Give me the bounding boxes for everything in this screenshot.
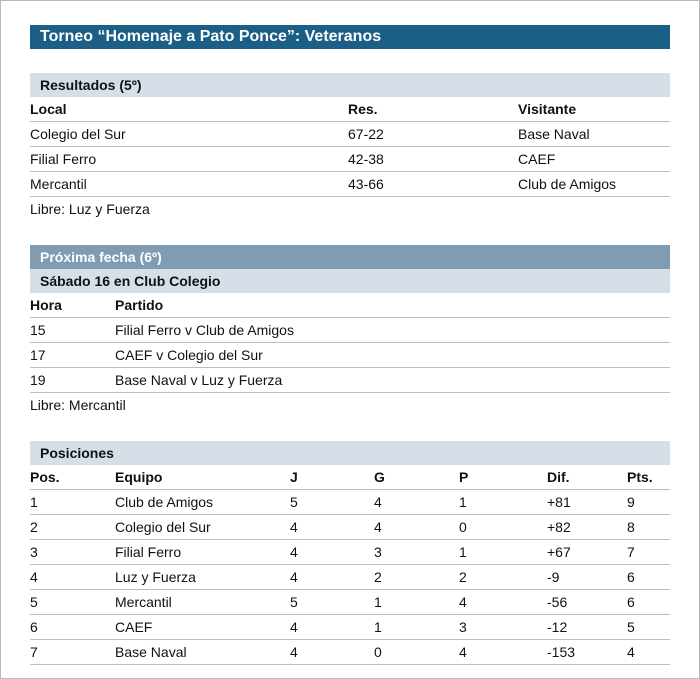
- lost-cell: 4: [459, 644, 467, 660]
- column-header-local: Local: [30, 101, 67, 117]
- table-row: [30, 640, 670, 665]
- time-cell: 19: [30, 372, 46, 388]
- difference-cell: +67: [547, 544, 571, 560]
- column-header-result: Res.: [348, 101, 378, 117]
- difference-cell: -12: [547, 619, 568, 635]
- column-header-played: J: [290, 469, 298, 485]
- column-header-won: G: [374, 469, 385, 485]
- lost-cell: 4: [459, 594, 467, 610]
- team-cell: Club de Amigos: [115, 494, 214, 510]
- home-team-cell: Filial Ferro: [30, 151, 97, 167]
- table-row: [30, 565, 670, 590]
- position-cell: 1: [30, 494, 38, 510]
- score-cell: 67-22: [348, 126, 384, 142]
- away-team-cell: CAEF: [518, 151, 556, 167]
- column-header-position: Pos.: [30, 469, 60, 485]
- spacer: [30, 417, 670, 441]
- table-row: [30, 318, 670, 343]
- won-cell: 1: [374, 619, 382, 635]
- score-cell: 42-38: [348, 151, 384, 167]
- table-row: [30, 515, 670, 540]
- played-cell: 4: [290, 644, 298, 660]
- won-cell: 1: [374, 594, 382, 610]
- home-team-cell: Mercantil: [30, 176, 87, 192]
- table-row: [30, 615, 670, 640]
- team-cell: Mercantil: [115, 594, 172, 610]
- tournament-title: Torneo “Homenaje a Pato Ponce”: Veteranos: [30, 25, 670, 49]
- results-heading: Resultados (5º): [30, 73, 670, 97]
- table-row: [30, 147, 670, 172]
- schedule-table: [30, 293, 670, 393]
- difference-cell: +81: [547, 494, 571, 510]
- won-cell: 0: [374, 644, 382, 660]
- team-cell: Colegio del Sur: [115, 519, 211, 535]
- results-bye-note: Libre: Luz y Fuerza: [30, 201, 150, 217]
- won-cell: 3: [374, 544, 382, 560]
- lost-cell: 3: [459, 619, 467, 635]
- column-header-difference: Dif.: [547, 469, 570, 485]
- time-cell: 17: [30, 347, 46, 363]
- played-cell: 4: [290, 569, 298, 585]
- match-cell: Base Naval v Luz y Fuerza: [115, 372, 283, 388]
- lost-cell: 0: [459, 519, 467, 535]
- next-round-venue: Sábado 16 en Club Colegio: [30, 269, 670, 293]
- spacer: [30, 49, 670, 73]
- results-table: [30, 97, 670, 197]
- won-cell: 2: [374, 569, 382, 585]
- team-cell: Luz y Fuerza: [115, 569, 196, 585]
- standings-heading: Posiciones: [30, 441, 670, 465]
- played-cell: 4: [290, 519, 298, 535]
- table-row: [30, 172, 670, 197]
- position-cell: 5: [30, 594, 38, 610]
- won-cell: 4: [374, 494, 382, 510]
- table-header-row: [30, 465, 670, 490]
- team-cell: Filial Ferro: [115, 544, 182, 560]
- points-cell: 6: [627, 569, 635, 585]
- home-team-cell: Colegio del Sur: [30, 126, 126, 142]
- table-header-row: [30, 97, 670, 122]
- column-header-match: Partido: [115, 297, 164, 313]
- difference-cell: -9: [547, 569, 560, 585]
- match-cell: Filial Ferro v Club de Amigos: [115, 322, 294, 338]
- position-cell: 3: [30, 544, 38, 560]
- table-row: [30, 590, 670, 615]
- lost-cell: 1: [459, 544, 467, 560]
- table-row: [30, 490, 670, 515]
- table-row: [30, 343, 670, 368]
- table-row: [30, 122, 670, 147]
- next-round-heading: Próxima fecha (6º): [30, 245, 670, 269]
- standings-box: [30, 25, 670, 665]
- spacer: [30, 221, 670, 245]
- played-cell: 4: [290, 619, 298, 635]
- away-team-cell: Base Naval: [518, 126, 590, 142]
- column-header-team: Equipo: [115, 469, 163, 485]
- table-header-row: [30, 293, 670, 318]
- column-header-time: Hora: [30, 297, 62, 313]
- column-header-points: Pts.: [627, 469, 653, 485]
- points-cell: 8: [627, 519, 635, 535]
- lost-cell: 2: [459, 569, 467, 585]
- lost-cell: 1: [459, 494, 467, 510]
- played-cell: 4: [290, 544, 298, 560]
- column-header-visitor: Visitante: [518, 101, 577, 117]
- schedule-bye-note: Libre: Mercantil: [30, 397, 126, 413]
- played-cell: 5: [290, 494, 298, 510]
- position-cell: 6: [30, 619, 38, 635]
- difference-cell: -153: [547, 644, 576, 660]
- points-cell: 4: [627, 644, 635, 660]
- team-cell: CAEF: [115, 619, 153, 635]
- points-cell: 6: [627, 594, 635, 610]
- away-team-cell: Club de Amigos: [518, 176, 617, 192]
- column-header-lost: P: [459, 469, 469, 485]
- position-cell: 7: [30, 644, 38, 660]
- points-cell: 5: [627, 619, 635, 635]
- position-cell: 4: [30, 569, 38, 585]
- played-cell: 5: [290, 594, 298, 610]
- table-row: [30, 368, 670, 393]
- difference-cell: -56: [547, 594, 568, 610]
- position-cell: 2: [30, 519, 38, 535]
- table-row: [30, 540, 670, 565]
- team-cell: Base Naval: [115, 644, 187, 660]
- points-cell: 7: [627, 544, 635, 560]
- score-cell: 43-66: [348, 176, 384, 192]
- standings-table: [30, 465, 670, 665]
- won-cell: 4: [374, 519, 382, 535]
- match-cell: CAEF v Colegio del Sur: [115, 347, 263, 363]
- difference-cell: +82: [547, 519, 571, 535]
- points-cell: 9: [627, 494, 635, 510]
- time-cell: 15: [30, 322, 46, 338]
